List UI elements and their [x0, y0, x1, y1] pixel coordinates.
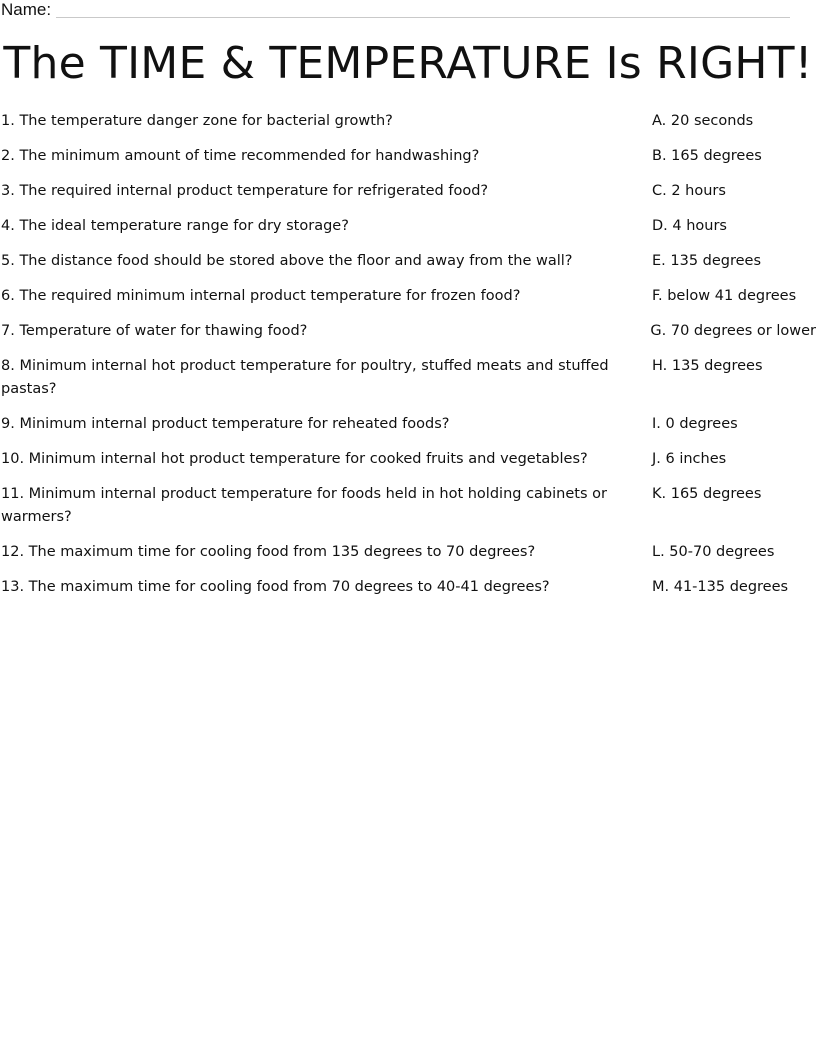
answer-option: F. below 41 degrees: [652, 288, 797, 304]
answer-option: K. 165 degrees: [652, 486, 762, 502]
answer-option: G. 70 degrees or lower: [650, 323, 816, 339]
question-text: 10. Minimum internal hot product temperature for cooked fruits and vegetables?: [1, 451, 588, 467]
answer-option: C. 2 hours: [652, 183, 726, 199]
question-text: 6. The required minimum internal product temperature for frozen food?: [1, 288, 521, 304]
answer-option: L. 50-70 degrees: [652, 544, 775, 560]
matching-row: [0, 145, 816, 168]
question-text: 9. Minimum internal product temperature for reheated foods?: [1, 416, 450, 432]
answer-option: E. 135 degrees: [652, 253, 762, 269]
answer-option: H. 135 degrees: [652, 358, 763, 374]
name-label: Name:: [1, 0, 52, 19]
answer-option: A. 20 seconds: [652, 113, 754, 129]
answer-option: J. 6 inches: [652, 451, 727, 467]
answer-option: B. 165 degrees: [652, 148, 762, 164]
answer-option: I. 0 degrees: [652, 416, 738, 432]
question-text: 7. Temperature of water for thawing food?: [1, 323, 308, 339]
question-text: 8. Minimum internal hot product temperature for poultry, stuffed meats and stuffed pastas?: [1, 358, 609, 397]
matching-row: [0, 576, 816, 599]
question-text: 12. The maximum time for cooling food from 135 degrees to 70 degrees?: [1, 544, 536, 560]
name-field-row: [0, 0, 790, 22]
question-text: 4. The ideal temperature range for dry storage?: [1, 218, 349, 234]
matching-row: [0, 355, 816, 401]
matching-row: [0, 110, 816, 133]
question-text: 11. Minimum internal product temperature for foods held in hot holding cabinets or warmers?: [1, 486, 607, 525]
matching-row: [0, 285, 816, 308]
question-text: 5. The distance food should be stored above the floor and away from the wall?: [1, 253, 573, 269]
worksheet-title: The TIME & TEMPERATURE Is RIGHT!: [3, 38, 813, 89]
question-text: 1. The temperature danger zone for bacterial growth?: [1, 113, 393, 129]
matching-row: [0, 413, 816, 436]
question-text: 3. The required internal product temperature for refrigerated food?: [1, 183, 489, 199]
matching-row: [0, 448, 816, 471]
matching-row: [0, 541, 816, 564]
matching-list: [0, 110, 816, 611]
name-blank-line[interactable]: [56, 17, 790, 18]
answer-option: M. 41-135 degrees: [652, 579, 789, 595]
question-text: 13. The maximum time for cooling food from 70 degrees to 40-41 degrees?: [1, 579, 550, 595]
matching-row: [0, 180, 816, 203]
matching-row: [0, 215, 816, 238]
matching-row: [0, 250, 816, 273]
matching-row: [0, 483, 816, 529]
question-text: 2. The minimum amount of time recommended for handwashing?: [1, 148, 480, 164]
answer-option: D. 4 hours: [652, 218, 727, 234]
matching-row: [0, 320, 816, 343]
